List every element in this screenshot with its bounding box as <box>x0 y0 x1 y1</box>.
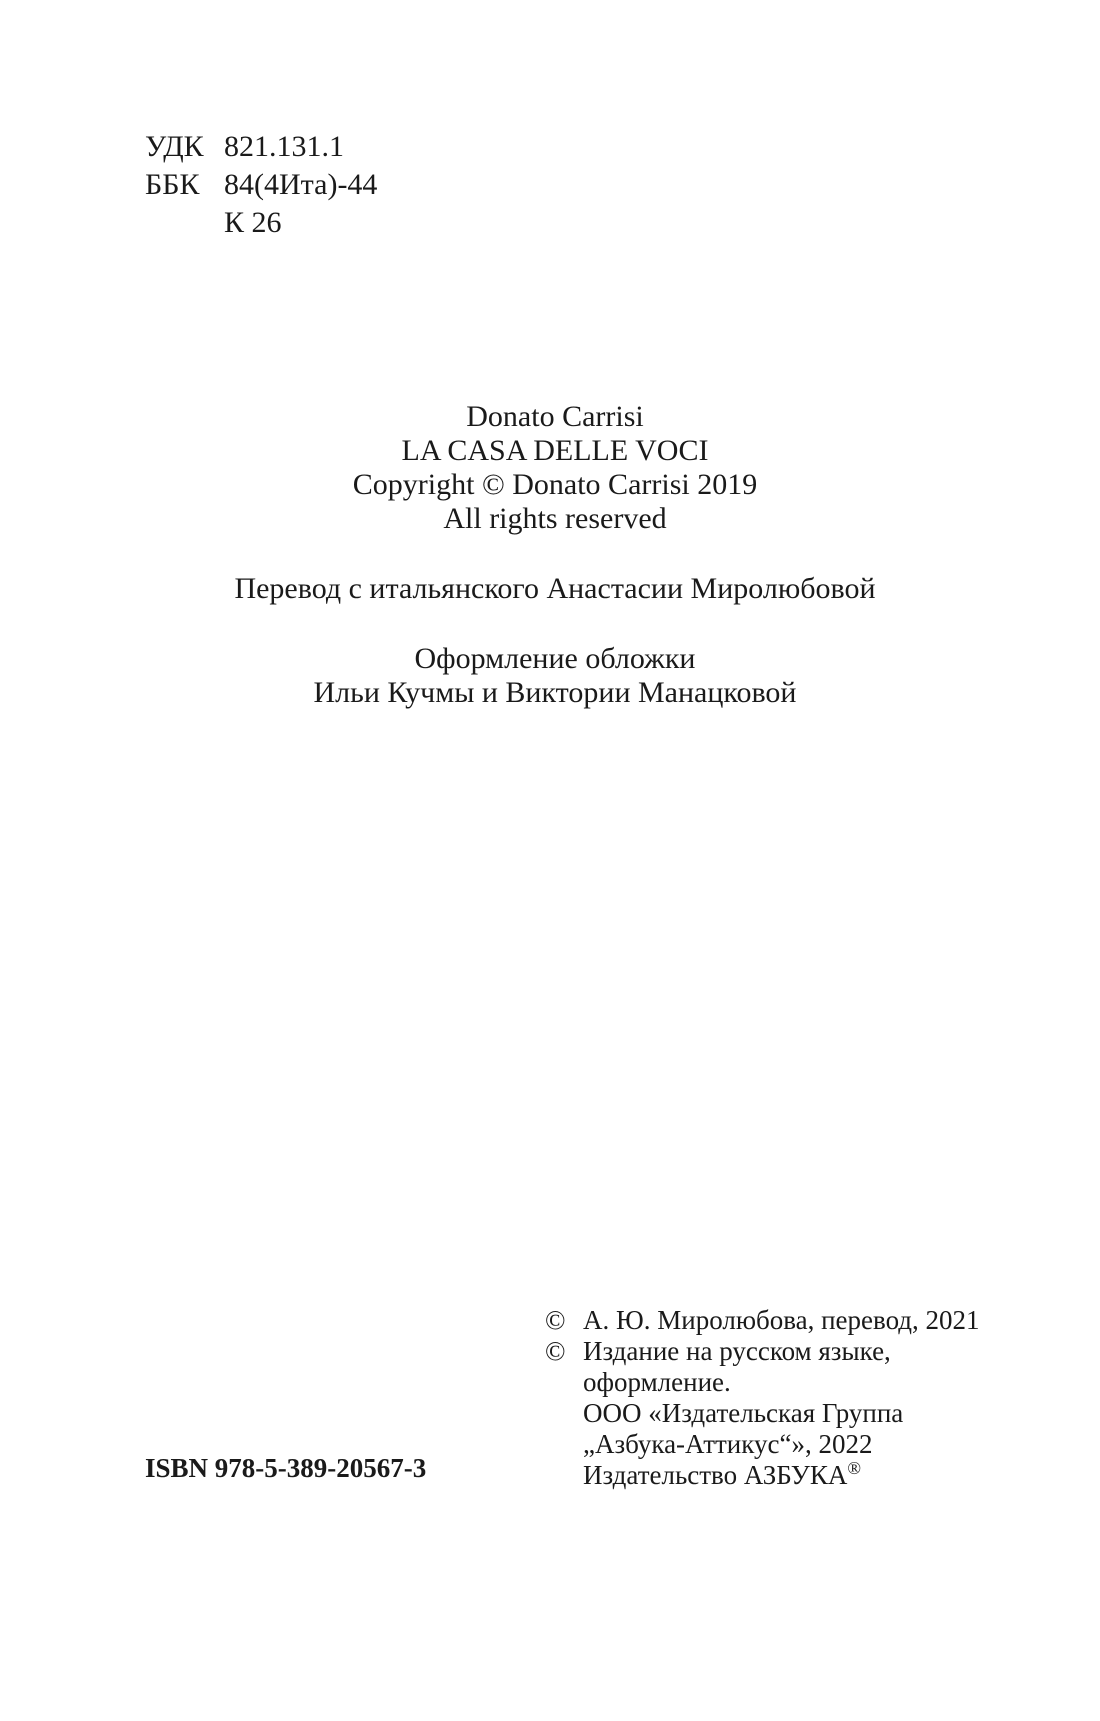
bbk-row <box>145 166 377 204</box>
cover-design-credit <box>0 642 1100 710</box>
copyright-notices <box>545 1305 980 1491</box>
copyright-symbol: © <box>545 1305 566 1335</box>
original-rights: All rights reserved <box>443 502 667 535</box>
original-author: Donato Carrisi <box>466 400 644 433</box>
udk-value: 821.131.1 <box>224 130 344 163</box>
udk-label: УДК <box>145 130 204 163</box>
original-title: LA CASA DELLE VOCI <box>401 434 709 467</box>
udk-row <box>145 128 377 166</box>
edition-copyright-line4: „Азбука-Аттикус“», 2022 <box>583 1429 873 1459</box>
translator-line: Перевод с итальянского Анастасии Миролюбовой <box>234 572 876 605</box>
cover-design-line1: Оформление обложки <box>414 642 696 675</box>
edition-copyright-line3: ООО «Издательская Группа <box>583 1398 904 1428</box>
translator-credit <box>0 572 1100 606</box>
cover-design-line2: Ильи Кучмы и Виктории Манацковой <box>313 676 797 709</box>
publisher-name: Издательство АЗБУКА <box>583 1460 848 1490</box>
copyright-symbol: © <box>545 1336 566 1366</box>
edition-copyright-line2: оформление. <box>583 1367 731 1397</box>
translation-copyright-text: А. Ю. Миролюбова, перевод, 2021 <box>583 1305 980 1335</box>
classification-block <box>145 128 377 242</box>
translation-copyright <box>545 1305 980 1336</box>
author-mark-row <box>145 204 377 242</box>
isbn: ISBN 978-5-389-20567-3 <box>145 1453 427 1483</box>
edition-copyright-line1: Издание на русском языке, <box>583 1336 891 1366</box>
original-edition-info <box>0 400 1100 536</box>
registered-mark: ® <box>847 1458 862 1478</box>
author-mark: К 26 <box>224 206 282 239</box>
bbk-value: 84(4Ита)-44 <box>224 168 378 201</box>
edition-copyright <box>545 1336 980 1367</box>
bbk-label: ББК <box>145 168 200 201</box>
publisher-line <box>545 1460 980 1491</box>
original-copyright: Copyright © Donato Carrisi 2019 <box>352 468 758 501</box>
